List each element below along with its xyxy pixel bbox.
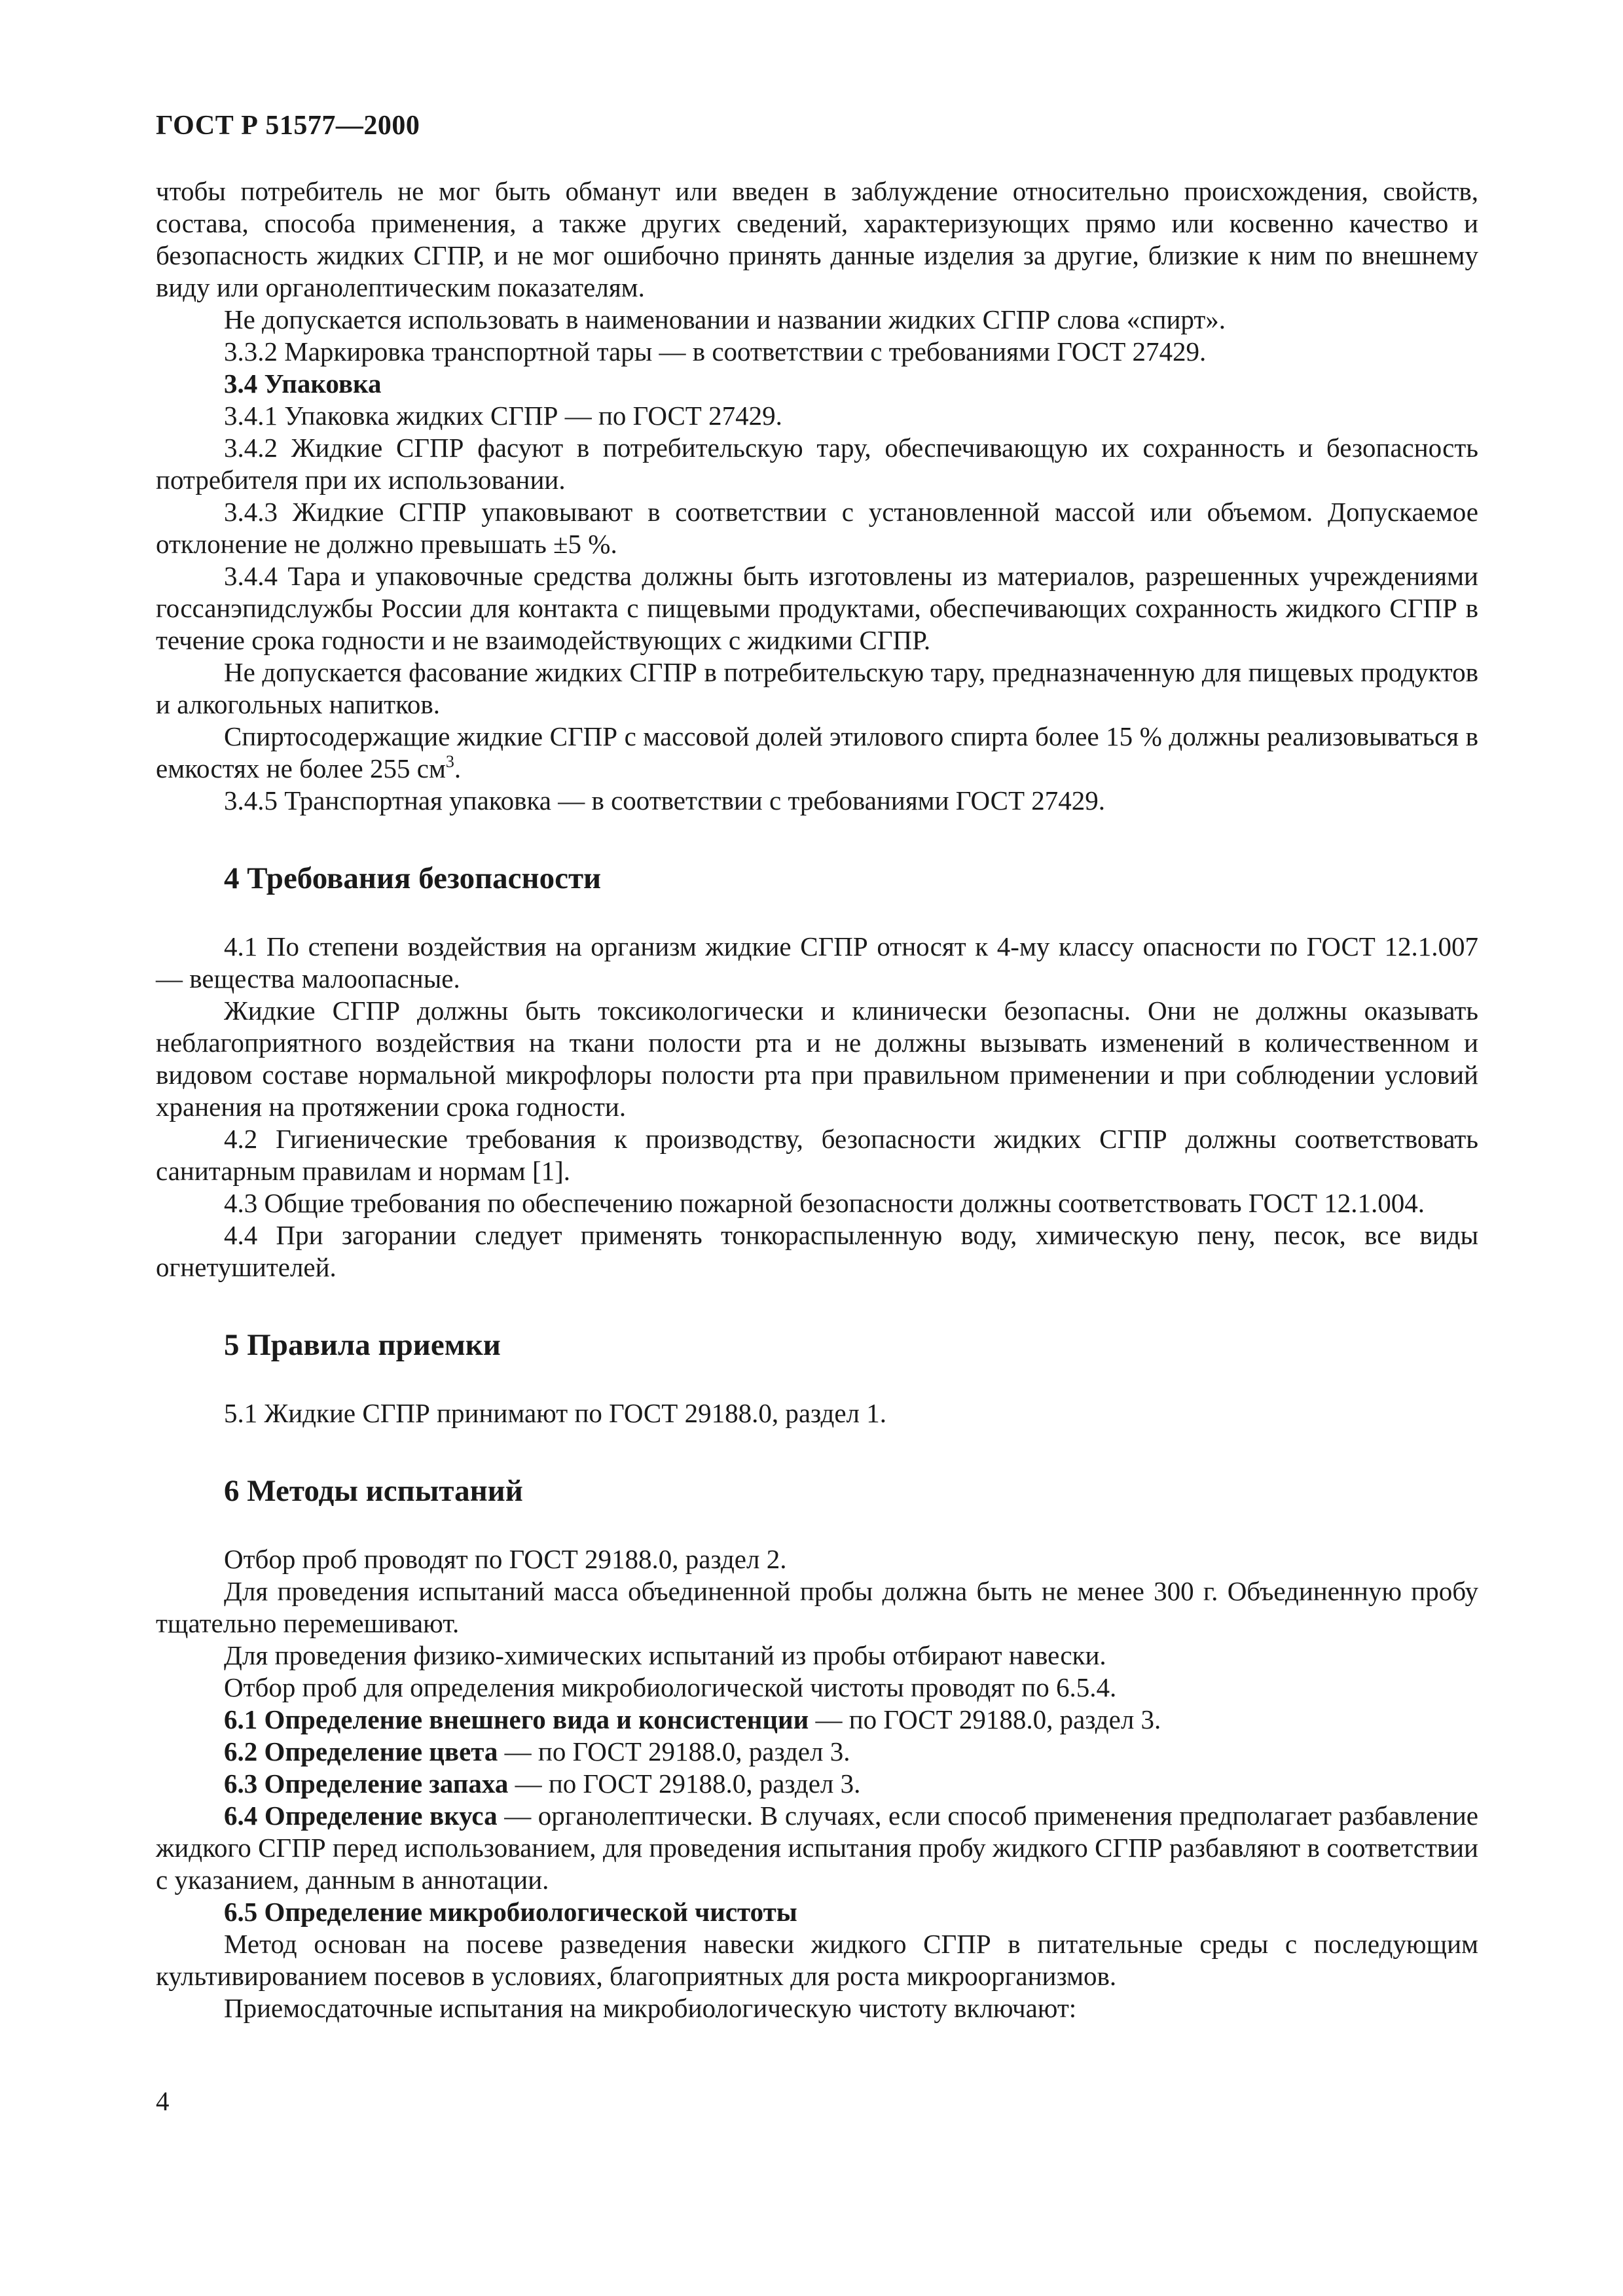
document-header: ГОСТ Р 51577—2000 — [156, 111, 420, 141]
text-run: — по ГОСТ 29188.0, раздел 3. — [508, 1768, 861, 1799]
paragraph — [156, 1800, 1478, 1896]
paragraph — [156, 1704, 1478, 1736]
superscript: 3 — [445, 752, 454, 771]
paragraph: 4.3 Общие требования по обеспечению пожарной безопасности должны соответствовать ГОСТ 12.1.004. — [224, 1188, 1425, 1218]
paragraph: Отбор проб для определения микробиологической чистоты проводят по 6.5.4. — [224, 1672, 1117, 1702]
subsection-heading: 3.4 Упаковка — [224, 368, 382, 399]
text-run: — по ГОСТ 29188.0, раздел 3. — [809, 1704, 1161, 1734]
paragraph: 3.3.2 Маркировка транспортной тары — в соответствии с требованиями ГОСТ 27429. — [224, 336, 1207, 367]
section-heading: 5 Правила приемки — [224, 1328, 501, 1362]
paragraph: 4.4 При загорании следует применять тонкораспыленную воду, химическую пену, песок, все виды огнетушителей. — [156, 1220, 1478, 1282]
paragraph: Для проведения физико-химических испытаний из пробы отбирают навески. — [224, 1640, 1106, 1670]
paragraph: Метод основан на посеве разведения навески жидкого СГПР в питательные среды с последующим культивированием посевов в условиях, благоприятных для роста микроорганизмов. — [156, 1929, 1478, 1991]
paragraph: 3.4.3 Жидкие СГПР упаковывают в соответствии с установленной массой или объемом. Допускаемое отклонение не должно превышать ±5 %. — [156, 497, 1478, 559]
subsection-heading: 6.5 Определение микробиологической чистоты — [224, 1897, 797, 1927]
paragraph — [156, 1768, 1478, 1800]
inline-heading: 6.4 Определение вкуса — [224, 1801, 498, 1831]
inline-heading: 6.3 Определение запаха — [224, 1768, 509, 1799]
text-run: — органолептически. В случаях, если способ применения предполагает разбавление жидкого СГПР перед использованием, для проведения испытания пробу жидкого СГПР разбавляют в соответствии с указанием, данным в аннотации. — [156, 1801, 1478, 1895]
paragraph: 3.4.2 Жидкие СГПР фасуют в потребительскую тару, обеспечивающую их сохранность и безопасность потребителя при их использовании. — [156, 433, 1478, 495]
text-run: . — [454, 753, 462, 783]
paragraph — [156, 721, 1478, 785]
paragraph: 3.4.1 Упаковка жидких СГПР — по ГОСТ 27429. — [224, 401, 782, 431]
paragraph: Жидкие СГПР должны быть токсикологически и клинически безопасны. Они не должны оказывать неблагоприятного воздействия на ткани полости рта и не должны вызывать изменений в количественном и видовом составе нормальной микрофлоры полости рта при правильном применении и при соблюдении условий хранения на протяжении срока годности. — [156, 996, 1478, 1122]
paragraph: Для проведения испытаний масса объединенной пробы должна быть не менее 300 г. Объединенную пробу тщательно перемешивают. — [156, 1576, 1478, 1638]
paragraph: Отбор проб проводят по ГОСТ 29188.0, раздел 2. — [224, 1544, 787, 1574]
text-run: Спиртосодержащие жидкие СГПР с массовой долей этилового спирта более 15 % должны реализовываться в емкостях не более 255 см — [156, 721, 1478, 783]
paragraph: Не допускается фасование жидких СГПР в потребительскую тару, предназначенную для пищевых продуктов и алкогольных напитков. — [156, 657, 1478, 719]
paragraph: 4.2 Гигиенические требования к производству, безопасности жидких СГПР должны соответствовать санитарным правилам и нормам [1]. — [156, 1124, 1478, 1186]
paragraph: Приемосдаточные испытания на микробиологическую чистоту включают: — [224, 1993, 1077, 2023]
paragraph — [156, 1736, 1478, 1768]
inline-heading: 6.2 Определение цвета — [224, 1736, 498, 1767]
inline-heading: 6.1 Определение внешнего вида и консистенции — [224, 1704, 809, 1734]
paragraph: Не допускается использовать в наименовании и названии жидких СГПР слова «спирт». — [224, 304, 1226, 334]
page-number: 4 — [156, 2086, 170, 2116]
paragraph: 5.1 Жидкие СГПР принимают по ГОСТ 29188.0, раздел 1. — [224, 1398, 886, 1428]
paragraph: 4.1 По степени воздействия на организм жидкие СГПР относят к 4-му классу опасности по ГОСТ 12.1.007 — вещества малоопасные. — [156, 931, 1478, 994]
paragraph: 3.4.5 Транспортная упаковка — в соответствии с требованиями ГОСТ 27429. — [224, 785, 1105, 816]
text-run: — по ГОСТ 29188.0, раздел 3. — [498, 1736, 850, 1767]
section-heading: 4 Требования безопасности — [224, 861, 602, 895]
section-heading: 6 Методы испытаний — [224, 1474, 523, 1508]
paragraph: 3.4.4 Тара и упаковочные средства должны быть изготовлены из материалов, разрешенных учреждениями госсанэпидслужбы России для контакта с пищевыми продуктами, обеспечивающих сохранность жидкого СГПР в течение срока годности и не взаимодействующих с жидкими СГПР. — [156, 561, 1478, 655]
document-body — [156, 175, 1478, 2024]
paragraph: чтобы потребитель не мог быть обманут или введен в заблуждение относительно происхождения, свойств, состава, способа применения, а также других сведений, характеризующих прямо или косвенно качество и безопасность жидких СГПР, и не мог ошибочно принять данные изделия за другие, близкие к ним по внешнему виду или органолептическим показателям. — [156, 176, 1478, 302]
